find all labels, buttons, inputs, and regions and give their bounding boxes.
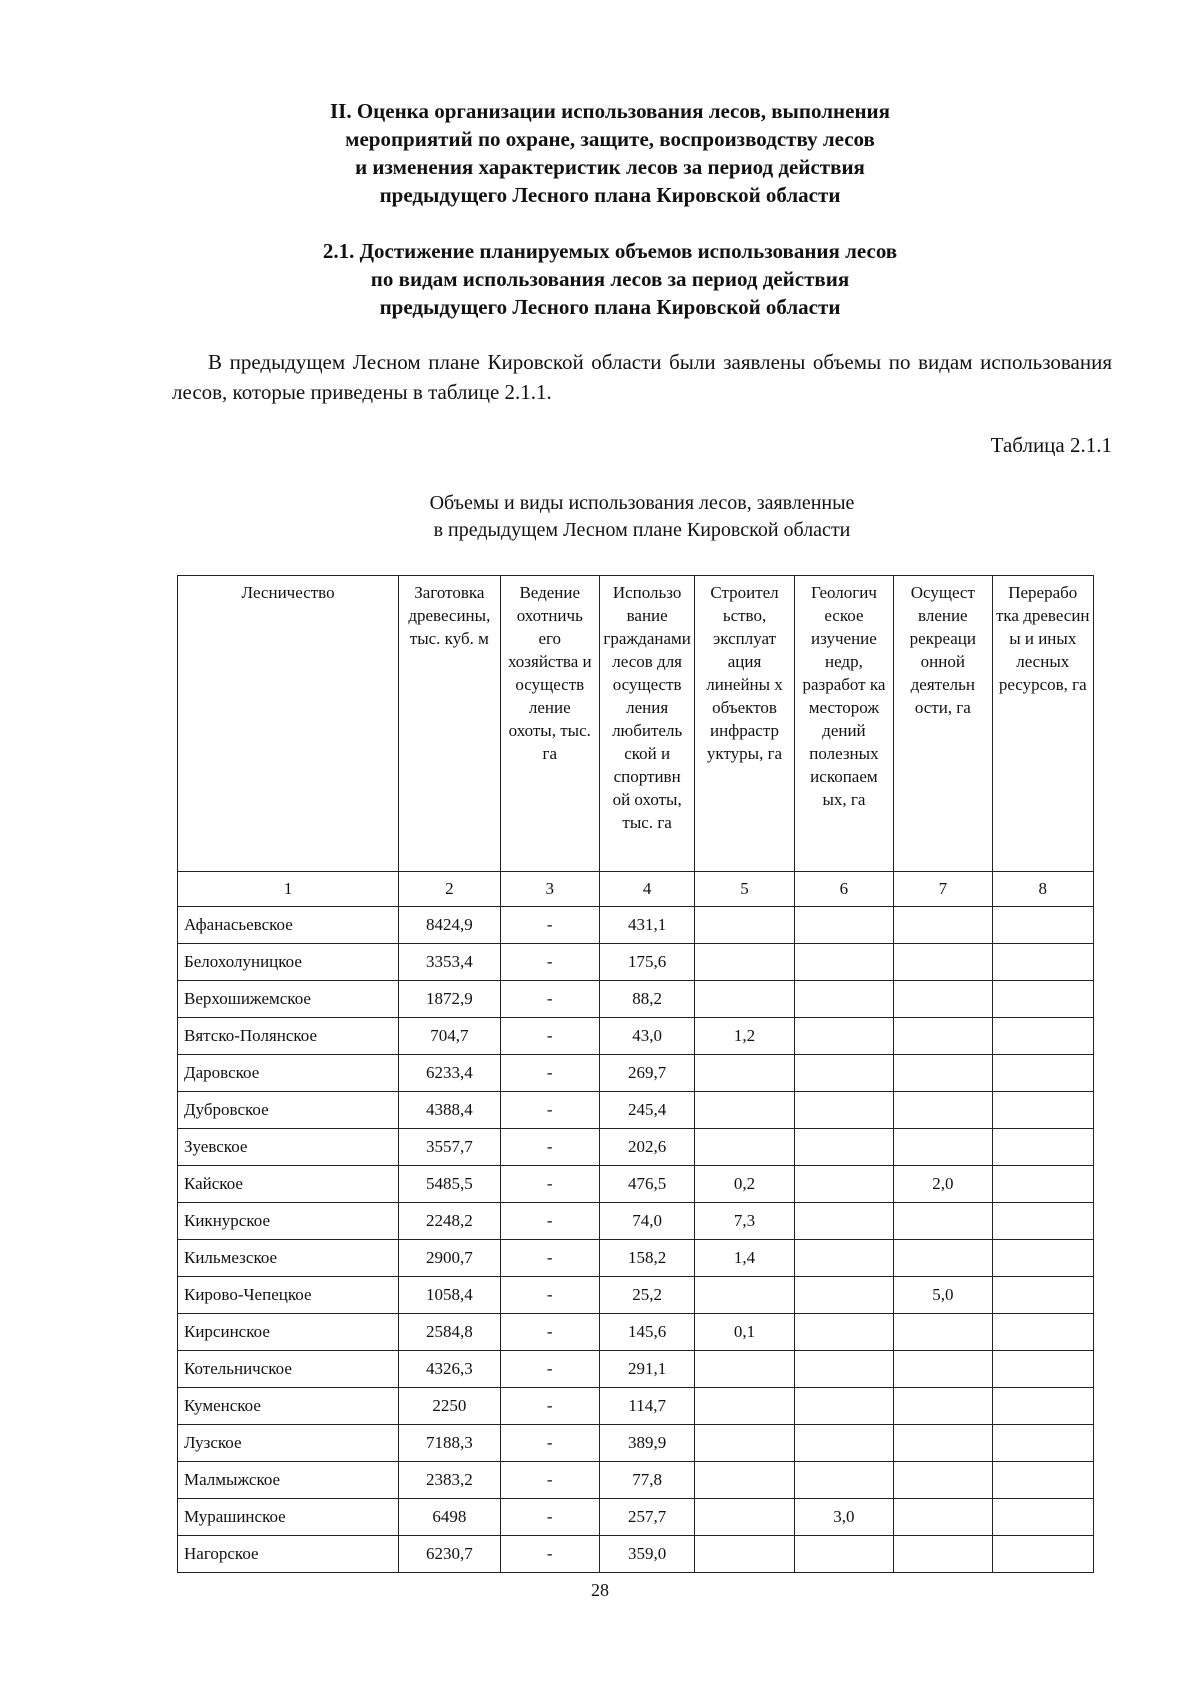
- column-number-row: [178, 872, 1094, 907]
- value-cell: -: [500, 1129, 599, 1166]
- header-recreation: Осущест вление рекреаци онной деятельн ости, га: [894, 576, 992, 872]
- value-cell: -: [500, 1055, 599, 1092]
- value-cell: [992, 1425, 1093, 1462]
- value-cell: [695, 1536, 794, 1573]
- value-cell: [894, 1536, 992, 1573]
- value-cell: 25,2: [599, 1277, 694, 1314]
- value-cell: [794, 1240, 893, 1277]
- value-cell: -: [500, 1277, 599, 1314]
- value-cell: 6498: [399, 1499, 500, 1536]
- value-cell: 2,0: [894, 1166, 992, 1203]
- forestry-name-cell: Вятско-Полянское: [178, 1018, 399, 1055]
- value-cell: -: [500, 1462, 599, 1499]
- value-cell: 7188,3: [399, 1425, 500, 1462]
- value-cell: [894, 1351, 992, 1388]
- value-cell: -: [500, 1499, 599, 1536]
- section-heading: [160, 97, 1060, 209]
- value-cell: [794, 1351, 893, 1388]
- value-cell: [992, 981, 1093, 1018]
- header-geological-survey: Геологич еское изучение недр, разработ ка месторож дений полезных ископаем ых, га: [794, 576, 893, 872]
- value-cell: 704,7: [399, 1018, 500, 1055]
- value-cell: [794, 981, 893, 1018]
- subsection-heading: [160, 237, 1060, 321]
- value-cell: [992, 1277, 1093, 1314]
- value-cell: [894, 944, 992, 981]
- value-cell: [794, 1018, 893, 1055]
- value-cell: [894, 1462, 992, 1499]
- value-cell: [992, 1018, 1093, 1055]
- value-cell: [992, 1166, 1093, 1203]
- table-row: [178, 1425, 1094, 1462]
- table-title-line: в предыдущем Лесном плане Кировской области: [433, 519, 851, 541]
- value-cell: [894, 1240, 992, 1277]
- intro-paragraph: В предыдущем Лесном плане Кировской области были заявлены объемы по видам использования лесов, которые приведены в таблице 2.1.1.: [172, 350, 1112, 404]
- value-cell: 3,0: [794, 1499, 893, 1536]
- value-cell: [992, 1129, 1093, 1166]
- table-row: [178, 1314, 1094, 1351]
- value-cell: [794, 1277, 893, 1314]
- value-cell: -: [500, 1536, 599, 1573]
- value-cell: [992, 1092, 1093, 1129]
- value-cell: 3557,7: [399, 1129, 500, 1166]
- forestry-name-cell: Кирово-Чепецкое: [178, 1277, 399, 1314]
- column-number: 3: [500, 872, 599, 907]
- value-cell: -: [500, 1351, 599, 1388]
- value-cell: 77,8: [599, 1462, 694, 1499]
- value-cell: [992, 1240, 1093, 1277]
- table-row: [178, 1055, 1094, 1092]
- value-cell: [794, 1388, 893, 1425]
- header-hunting-management: Ведение охотничь его хозяйства и осуществ ление охоты, тыс. га: [500, 576, 599, 872]
- forestry-name-cell: Даровское: [178, 1055, 399, 1092]
- value-cell: [695, 1092, 794, 1129]
- table-title-line: Объемы и виды использования лесов, заявленные: [429, 492, 855, 514]
- value-cell: 2250: [399, 1388, 500, 1425]
- value-cell: [992, 1499, 1093, 1536]
- value-cell: 4388,4: [399, 1092, 500, 1129]
- table-row: [178, 1277, 1094, 1314]
- forestry-name-cell: Куменское: [178, 1388, 399, 1425]
- forestry-name-cell: Мурашинское: [178, 1499, 399, 1536]
- value-cell: [992, 1203, 1093, 1240]
- value-cell: [695, 1425, 794, 1462]
- forestry-name-cell: Белохолуницкое: [178, 944, 399, 981]
- forestry-name-cell: Кайское: [178, 1166, 399, 1203]
- value-cell: 202,6: [599, 1129, 694, 1166]
- value-cell: 6233,4: [399, 1055, 500, 1092]
- value-cell: [894, 1055, 992, 1092]
- value-cell: 175,6: [599, 944, 694, 981]
- value-cell: [794, 1092, 893, 1129]
- column-number: 7: [894, 872, 992, 907]
- table-row: [178, 1203, 1094, 1240]
- value-cell: 389,9: [599, 1425, 694, 1462]
- value-cell: 8424,9: [399, 907, 500, 944]
- value-cell: 0,1: [695, 1314, 794, 1351]
- value-cell: [794, 1536, 893, 1573]
- page-number: 28: [591, 1580, 609, 1600]
- value-cell: [992, 1314, 1093, 1351]
- table-row: [178, 1018, 1094, 1055]
- value-cell: [794, 1055, 893, 1092]
- value-cell: [695, 1388, 794, 1425]
- forestry-name-cell: Афанасьевское: [178, 907, 399, 944]
- table-row: [178, 1536, 1094, 1573]
- value-cell: [695, 981, 794, 1018]
- value-cell: 1872,9: [399, 981, 500, 1018]
- value-cell: [992, 907, 1093, 944]
- header-timber-harvest: Заготовка древесины, тыс. куб. м: [399, 576, 500, 872]
- value-cell: 6230,7: [399, 1536, 500, 1573]
- value-cell: [894, 907, 992, 944]
- value-cell: [894, 1203, 992, 1240]
- value-cell: [992, 1055, 1093, 1092]
- subsection-heading-line: предыдущего Лесного плана Кировской области: [379, 295, 841, 319]
- table-label: Таблица 2.1.1: [990, 433, 1112, 457]
- value-cell: [794, 1166, 893, 1203]
- value-cell: 114,7: [599, 1388, 694, 1425]
- header-forestry: Лесничество: [178, 576, 399, 872]
- value-cell: [695, 944, 794, 981]
- value-cell: [794, 1425, 893, 1462]
- value-cell: -: [500, 1240, 599, 1277]
- value-cell: [695, 907, 794, 944]
- value-cell: 2900,7: [399, 1240, 500, 1277]
- subsection-heading-line: по видам использования лесов за период действия: [370, 267, 850, 291]
- value-cell: 269,7: [599, 1055, 694, 1092]
- subsection-heading-line: 2.1. Достижение планируемых объемов использования лесов: [322, 239, 898, 263]
- value-cell: -: [500, 1388, 599, 1425]
- value-cell: [992, 1351, 1093, 1388]
- table-row: [178, 981, 1094, 1018]
- value-cell: 2248,2: [399, 1203, 500, 1240]
- value-cell: 431,1: [599, 907, 694, 944]
- forestry-name-cell: Лузское: [178, 1425, 399, 1462]
- value-cell: [794, 907, 893, 944]
- value-cell: [794, 1314, 893, 1351]
- value-cell: 5,0: [894, 1277, 992, 1314]
- column-number: 4: [599, 872, 694, 907]
- forestry-name-cell: Нагорское: [178, 1536, 399, 1573]
- value-cell: [894, 1314, 992, 1351]
- value-cell: [894, 1499, 992, 1536]
- value-cell: -: [500, 1314, 599, 1351]
- value-cell: 1,4: [695, 1240, 794, 1277]
- value-cell: [992, 1462, 1093, 1499]
- value-cell: -: [500, 1425, 599, 1462]
- table-row: [178, 1129, 1094, 1166]
- forestry-name-cell: Кикнурское: [178, 1203, 399, 1240]
- forestry-name-cell: Зуевское: [178, 1129, 399, 1166]
- value-cell: -: [500, 1018, 599, 1055]
- value-cell: 1058,4: [399, 1277, 500, 1314]
- table-row: [178, 1388, 1094, 1425]
- value-cell: 291,1: [599, 1351, 694, 1388]
- table-header-row: [178, 576, 1094, 872]
- header-amateur-hunting: Использо вание гражданами лесов для осуществ ления любитель ской и спортивн ой охоты, тыс. га: [599, 576, 694, 872]
- value-cell: -: [500, 907, 599, 944]
- value-cell: 2584,8: [399, 1314, 500, 1351]
- value-cell: [992, 1388, 1093, 1425]
- forestry-name-cell: Дубровское: [178, 1092, 399, 1129]
- value-cell: [992, 1536, 1093, 1573]
- value-cell: -: [500, 1092, 599, 1129]
- column-number: 2: [399, 872, 500, 907]
- table-title: [172, 490, 1112, 544]
- forest-use-table: [177, 575, 1094, 1573]
- table-row: [178, 1462, 1094, 1499]
- value-cell: [894, 1129, 992, 1166]
- value-cell: [695, 1277, 794, 1314]
- value-cell: 0,2: [695, 1166, 794, 1203]
- value-cell: 145,6: [599, 1314, 694, 1351]
- value-cell: -: [500, 981, 599, 1018]
- value-cell: [695, 1055, 794, 1092]
- value-cell: 1,2: [695, 1018, 794, 1055]
- value-cell: [695, 1351, 794, 1388]
- table-row: [178, 1240, 1094, 1277]
- table-row: [178, 1351, 1094, 1388]
- value-cell: [894, 1092, 992, 1129]
- value-cell: [695, 1499, 794, 1536]
- value-cell: 158,2: [599, 1240, 694, 1277]
- value-cell: [894, 1388, 992, 1425]
- value-cell: 2383,2: [399, 1462, 500, 1499]
- value-cell: 74,0: [599, 1203, 694, 1240]
- value-cell: 3353,4: [399, 944, 500, 981]
- value-cell: 245,4: [599, 1092, 694, 1129]
- section-heading-line: II. Оценка организации использования лесов, выполнения: [329, 99, 891, 123]
- section-heading-line: мероприятий по охране, защите, воспроизводству лесов: [345, 127, 875, 151]
- table-row: [178, 1166, 1094, 1203]
- value-cell: [695, 1462, 794, 1499]
- column-number: 6: [794, 872, 893, 907]
- value-cell: 257,7: [599, 1499, 694, 1536]
- value-cell: [794, 1462, 893, 1499]
- value-cell: [894, 1425, 992, 1462]
- value-cell: 4326,3: [399, 1351, 500, 1388]
- forestry-name-cell: Кирсинское: [178, 1314, 399, 1351]
- forestry-name-cell: Верхошижемское: [178, 981, 399, 1018]
- section-heading-line: и изменения характеристик лесов за период действия: [355, 155, 865, 179]
- value-cell: 5485,5: [399, 1166, 500, 1203]
- value-cell: [992, 944, 1093, 981]
- value-cell: -: [500, 1166, 599, 1203]
- value-cell: [695, 1129, 794, 1166]
- header-wood-processing: Перерабо тка древесин ы и иных лесных ресурсов, га: [992, 576, 1093, 872]
- section-heading-line: предыдущего Лесного плана Кировской области: [379, 183, 841, 207]
- column-number: 8: [992, 872, 1093, 907]
- value-cell: [894, 1018, 992, 1055]
- table-row: [178, 907, 1094, 944]
- table-body: [178, 907, 1094, 1573]
- value-cell: [894, 981, 992, 1018]
- value-cell: [794, 1203, 893, 1240]
- value-cell: -: [500, 944, 599, 981]
- column-number: 1: [178, 872, 399, 907]
- value-cell: 359,0: [599, 1536, 694, 1573]
- value-cell: 476,5: [599, 1166, 694, 1203]
- forestry-name-cell: Кильмезское: [178, 1240, 399, 1277]
- value-cell: 88,2: [599, 981, 694, 1018]
- value-cell: [794, 944, 893, 981]
- value-cell: -: [500, 1203, 599, 1240]
- table-row: [178, 1499, 1094, 1536]
- value-cell: 7,3: [695, 1203, 794, 1240]
- table-row: [178, 1092, 1094, 1129]
- forestry-name-cell: Котельничское: [178, 1351, 399, 1388]
- forestry-name-cell: Малмыжское: [178, 1462, 399, 1499]
- value-cell: [794, 1129, 893, 1166]
- table-row: [178, 944, 1094, 981]
- column-number: 5: [695, 872, 794, 907]
- header-linear-infrastructure: Строител ьство, эксплуат ация линейны х объектов инфрастр уктуры, га: [695, 576, 794, 872]
- value-cell: 43,0: [599, 1018, 694, 1055]
